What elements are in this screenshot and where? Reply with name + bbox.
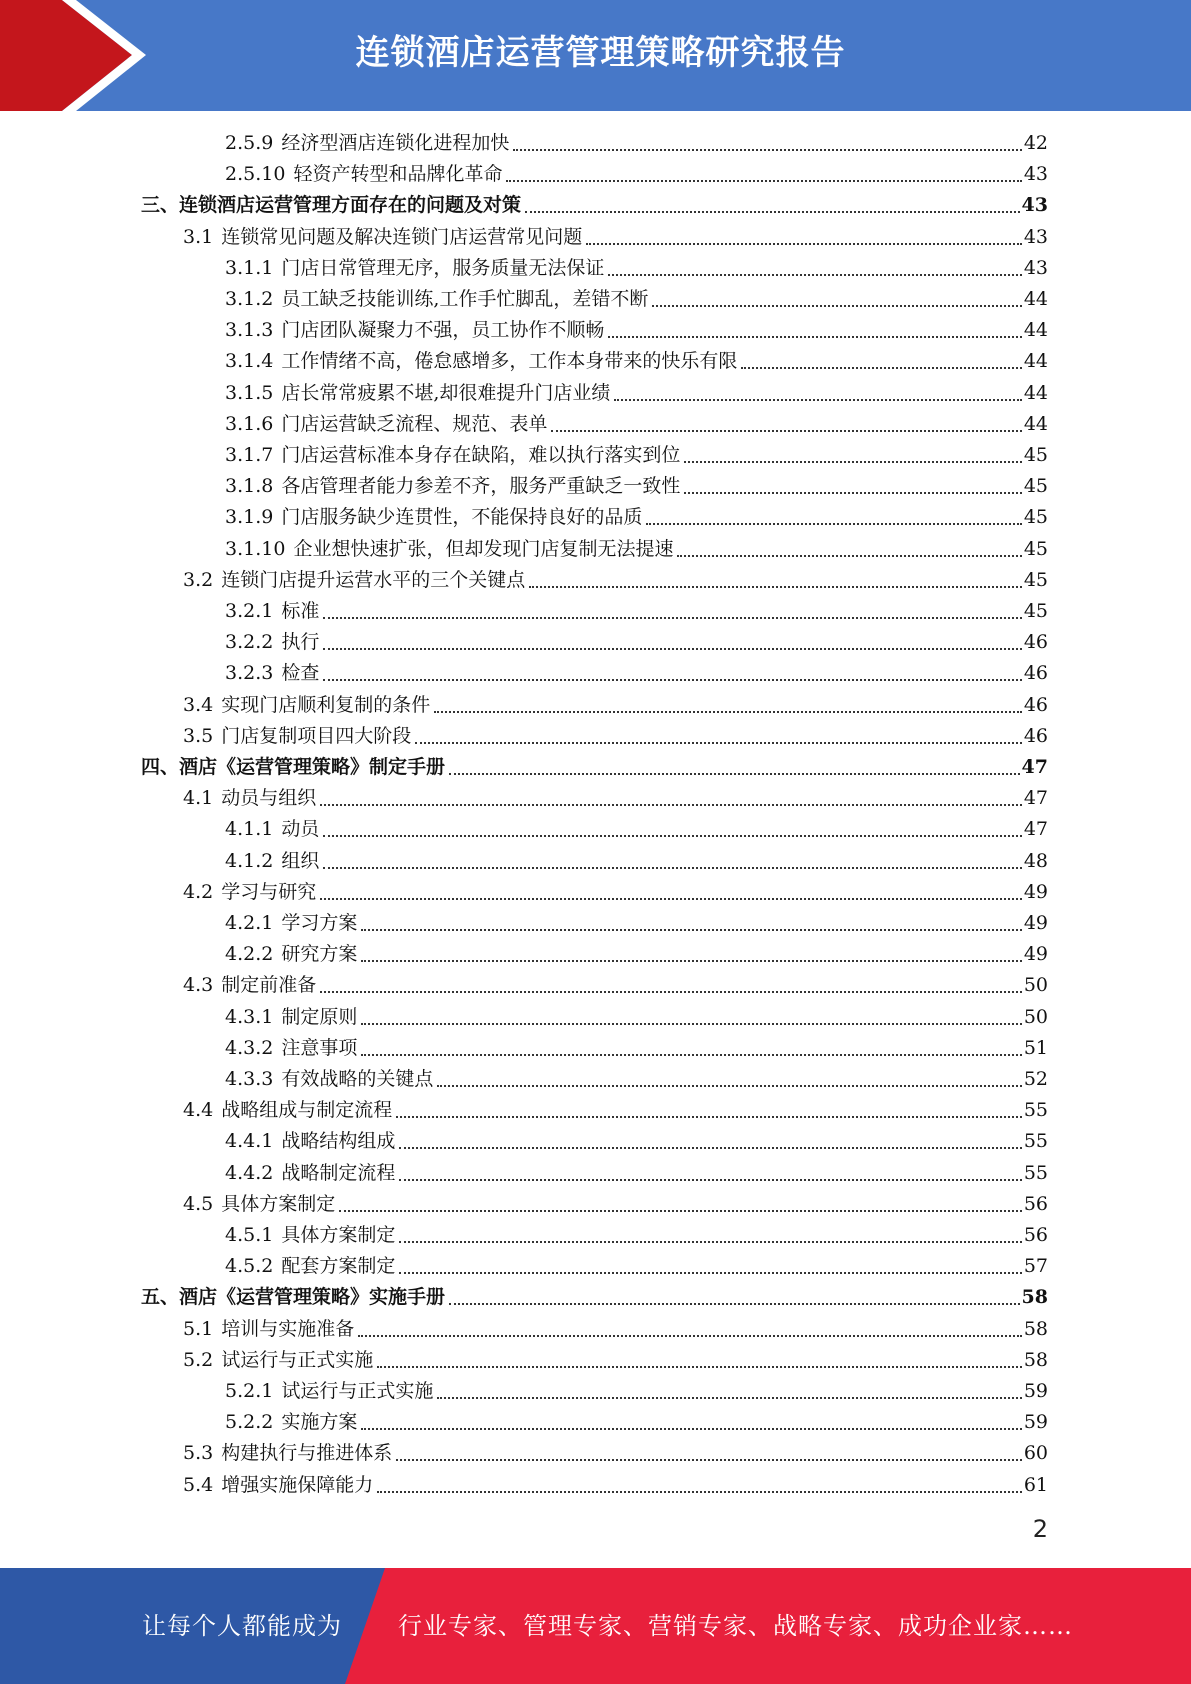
toc-entry[interactable]	[225, 471, 1048, 502]
toc-entry-page: 44	[1023, 350, 1048, 373]
toc-entry[interactable]	[225, 1033, 1048, 1064]
toc-entry[interactable]	[225, 1064, 1048, 1095]
toc-entry[interactable]	[225, 1407, 1048, 1438]
toc-entry-title: 组织	[281, 849, 320, 872]
toc-entry-page: 45	[1023, 537, 1048, 560]
toc-entry[interactable]	[183, 1438, 1048, 1469]
toc-entry[interactable]	[183, 877, 1048, 908]
toc-entry-number: 3.5	[183, 724, 214, 747]
toc-entry-title: 制定前准备	[221, 974, 317, 997]
toc-entry-title: 配套方案制定	[281, 1255, 396, 1278]
toc-entry[interactable]	[225, 908, 1048, 939]
toc-entry-title: 轻资产转型和品牌化革命	[293, 163, 503, 186]
footer-slogan-right: 行业专家、管理专家、营销专家、战略专家、成功企业家……	[398, 1612, 1073, 1640]
page-number: 2	[1032, 1515, 1048, 1543]
toc-entry-number: 5.4	[183, 1473, 214, 1496]
toc-entry-title: 门店复制项目四大阶段	[221, 724, 412, 747]
toc-entry-title: 培训与实施准备	[221, 1317, 355, 1340]
toc-entry-title: 员工缺乏技能训练,工作手忙脚乱，差错不断	[281, 288, 649, 310]
toc-dot-leader	[586, 242, 1022, 245]
toc-dot-leader	[399, 1146, 1021, 1149]
toc-dot-leader	[399, 1271, 1021, 1274]
toc-entry-page: 49	[1023, 943, 1048, 966]
toc-entry-title: 工作情绪不高，倦怠感增多，工作本身带来的快乐有限	[281, 350, 738, 373]
toc-entry-page: 44	[1023, 412, 1048, 435]
toc-dot-leader	[513, 148, 1021, 151]
toc-entry-title: 制定原则	[281, 1005, 358, 1028]
toc-entry-title: 连锁门店提升运营水平的三个关键点	[221, 568, 526, 591]
toc-entry-number: 5.2	[183, 1348, 214, 1371]
toc-entry-number: 4.3.3	[225, 1068, 274, 1090]
page-footer	[0, 1568, 1191, 1684]
toc-dot-leader	[449, 1302, 1020, 1305]
toc-entry-number: 3.2.3	[225, 662, 274, 685]
toc-entry-title: 门店团队凝聚力不强，员工协作不顺畅	[281, 319, 605, 342]
toc-dot-leader	[608, 335, 1021, 338]
toc-entry[interactable]	[141, 752, 1048, 783]
toc-entry-number: 4.1	[183, 787, 214, 810]
toc-dot-leader	[358, 1334, 1022, 1337]
toc-entry-number: 3.4	[183, 693, 214, 716]
toc-dot-leader	[652, 304, 1021, 307]
toc-dot-leader	[320, 803, 1022, 806]
toc-entry-number: 4.3.1	[225, 1005, 274, 1028]
footer-slogan-left: 让每个人都能成为	[142, 1612, 342, 1640]
toc-entry[interactable]	[225, 1002, 1048, 1033]
toc-entry-title: 研究方案	[281, 943, 358, 966]
toc-entry-title: 战略制定流程	[281, 1161, 396, 1184]
toc-entry[interactable]	[183, 721, 1048, 752]
toc-dot-leader	[399, 1240, 1021, 1243]
toc-entry-page: 59	[1023, 1411, 1048, 1434]
toc-entry-page: 51	[1023, 1036, 1048, 1059]
toc-entry-page: 50	[1023, 1005, 1048, 1028]
toc-entry-number: 5.2.1	[225, 1380, 274, 1402]
toc-entry-title: 具体方案制定	[221, 1192, 336, 1215]
toc-entry-number: 4.5.2	[225, 1255, 274, 1278]
toc-entry-title: 试运行与正式实施	[281, 1380, 434, 1402]
toc-entry-number: 3.1	[183, 225, 214, 248]
toc-entry[interactable]	[225, 658, 1048, 689]
toc-entry-title: 连锁常见问题及解决连锁门店运营常见问题	[221, 225, 583, 248]
toc-entry[interactable]	[225, 627, 1048, 658]
toc-dot-leader	[320, 990, 1022, 993]
toc-entry-number: 5.2.2	[225, 1411, 274, 1434]
toc-entry-title: 门店服务缺少连贯性，不能保持良好的品质	[281, 506, 643, 529]
toc-entry-number: 4.4	[183, 1099, 214, 1122]
toc-dot-leader	[361, 928, 1021, 931]
toc-entry-number: 3.2	[183, 568, 214, 591]
toc-entry-title: 五、酒店《运营管理策略》实施手册	[141, 1286, 446, 1309]
toc-entry-page: 59	[1023, 1380, 1048, 1402]
toc-entry-page: 47	[1021, 756, 1048, 778]
toc-entry-title: 企业想快速扩张，但却发现门店复制无法提速	[293, 537, 674, 560]
toc-entry[interactable]	[225, 409, 1048, 440]
toc-dot-leader	[323, 616, 1021, 619]
toc-entry-number: 4.3	[183, 974, 214, 997]
toc-entry[interactable]	[183, 222, 1048, 253]
toc-entry[interactable]	[183, 1095, 1048, 1126]
toc-entry[interactable]	[225, 534, 1048, 565]
toc-entry-title: 增强实施保障能力	[221, 1473, 374, 1496]
toc-entry-title: 学习与研究	[221, 880, 317, 903]
toc-entry-page: 47	[1023, 818, 1048, 841]
toc-entry-page: 55	[1023, 1099, 1048, 1122]
toc-entry-page: 55	[1023, 1161, 1048, 1184]
toc-entry-title: 构建执行与推进体系	[221, 1442, 393, 1465]
toc-entry-number: 4.2.1	[225, 912, 274, 934]
toc-entry-title: 有效战略的关键点	[281, 1068, 434, 1090]
toc-entry-page: 50	[1023, 974, 1048, 997]
toc-entry-title: 检查	[281, 662, 320, 685]
toc-dot-leader	[396, 1458, 1022, 1461]
toc-entry-number: 4.5	[183, 1192, 214, 1215]
toc-entry-page: 56	[1023, 1192, 1048, 1215]
toc-dot-leader	[323, 647, 1021, 650]
toc-entry-number: 4.1.1	[225, 818, 274, 841]
toc-entry[interactable]	[225, 440, 1048, 471]
toc-dot-leader	[437, 1396, 1021, 1399]
toc-entry[interactable]	[225, 814, 1048, 845]
toc-entry-number: 4.2	[183, 880, 214, 903]
toc-entry-page: 45	[1023, 568, 1048, 591]
toc-dot-leader	[339, 1209, 1022, 1212]
toc-entry[interactable]	[183, 970, 1048, 1001]
toc-entry-page: 43	[1023, 225, 1048, 248]
toc-entry-number: 3.1.2	[225, 288, 274, 310]
toc-dot-leader	[434, 710, 1022, 713]
toc-entry-number: 4.2.2	[225, 943, 274, 966]
toc-entry[interactable]	[183, 690, 1048, 721]
toc-entry-title: 实现门店顺利复制的条件	[221, 693, 431, 716]
toc-dot-leader	[614, 398, 1021, 401]
toc-entry-number: 2.5.10	[225, 163, 286, 186]
toc-entry-page: 49	[1023, 880, 1048, 903]
toc-entry-number: 3.1.10	[225, 537, 286, 560]
toc-dot-leader	[525, 210, 1020, 213]
toc-entry-page: 58	[1021, 1286, 1048, 1309]
toc-entry-page: 57	[1023, 1255, 1048, 1278]
toc-dot-leader	[684, 491, 1021, 494]
toc-entry-page: 46	[1023, 693, 1048, 716]
toc-dot-leader	[415, 741, 1022, 744]
toc-entry-page: 45	[1023, 600, 1048, 622]
toc-entry-title: 动员	[281, 818, 320, 841]
toc-entry-number: 3.1.6	[225, 412, 274, 435]
toc-entry-number: 3.2.2	[225, 631, 274, 654]
toc-entry[interactable]	[225, 315, 1048, 346]
toc-entry-title: 店长常常疲累不堪,却很难提升门店业绩	[281, 381, 611, 404]
toc-entry-page: 45	[1023, 475, 1048, 498]
toc-entry-number: 5.3	[183, 1442, 214, 1465]
toc-entry-number: 3.1.8	[225, 475, 274, 498]
toc-entry-title: 门店运营标准本身存在缺陷，难以执行落实到位	[281, 444, 681, 466]
toc-entry-number: 3.1.5	[225, 381, 274, 404]
toc-entry[interactable]	[183, 783, 1048, 814]
toc-entry-number: 4.4.1	[225, 1130, 274, 1153]
toc-entry-title: 战略结构组成	[281, 1130, 396, 1153]
toc-entry[interactable]	[225, 159, 1048, 190]
toc-entry-page: 46	[1023, 662, 1048, 685]
toc-entry-title: 注意事项	[281, 1036, 358, 1059]
toc-entry[interactable]	[225, 346, 1048, 377]
toc-entry-title: 实施方案	[281, 1411, 358, 1434]
toc-entry-title: 执行	[281, 631, 320, 654]
toc-dot-leader	[361, 959, 1021, 962]
toc-entry-page: 46	[1023, 631, 1048, 654]
toc-entry-number: 4.5.1	[225, 1224, 274, 1246]
toc-entry[interactable]	[141, 1282, 1048, 1313]
toc-entry-number: 2.5.9	[225, 132, 274, 154]
toc-entry-page: 44	[1023, 288, 1048, 310]
toc-entry-page: 58	[1023, 1348, 1048, 1371]
page-header	[0, 0, 1191, 111]
toc-dot-leader	[677, 554, 1021, 557]
toc-entry[interactable]	[225, 378, 1048, 409]
toc-dot-leader	[506, 179, 1021, 182]
toc-entry-title: 标准	[281, 600, 320, 622]
toc-entry[interactable]	[225, 939, 1048, 970]
toc-entry-title: 动员与组织	[221, 787, 317, 810]
toc-entry[interactable]	[225, 1220, 1048, 1251]
toc-dot-leader	[608, 273, 1021, 276]
toc-entry-page: 43	[1023, 163, 1048, 186]
toc-entry-page: 45	[1023, 506, 1048, 529]
toc-dot-leader	[377, 1490, 1022, 1493]
toc-entry-number: 3.1.4	[225, 350, 274, 373]
toc-entry-page: 47	[1023, 787, 1048, 810]
toc-entry[interactable]	[183, 1189, 1048, 1220]
toc-entry-page: 48	[1023, 849, 1048, 872]
toc-dot-leader	[449, 772, 1020, 775]
toc-entry[interactable]	[225, 846, 1048, 877]
toc-entry[interactable]	[183, 1345, 1048, 1376]
toc-entry-page: 58	[1023, 1317, 1048, 1340]
toc-entry[interactable]	[225, 284, 1048, 315]
toc-entry-page: 45	[1023, 444, 1048, 466]
toc-dot-leader	[684, 460, 1021, 463]
toc-entry-number: 4.3.2	[225, 1036, 274, 1059]
toc-entry-page: 42	[1023, 132, 1048, 154]
toc-entry[interactable]	[225, 1251, 1048, 1282]
toc-dot-leader	[323, 678, 1021, 681]
toc-entry-title: 四、酒店《运营管理策略》制定手册	[141, 756, 446, 778]
toc-entry-title: 战略组成与制定流程	[221, 1099, 393, 1122]
toc-entry-page: 55	[1023, 1130, 1048, 1153]
toc-entry[interactable]	[225, 1376, 1048, 1407]
toc-dot-leader	[323, 834, 1021, 837]
toc-entry-title: 经济型酒店连锁化进程加快	[281, 132, 510, 154]
toc-entry-number: 3.1.1	[225, 256, 274, 279]
toc-entry-title: 门店日常管理无序，服务质量无法保证	[281, 256, 605, 279]
toc-entry[interactable]	[225, 596, 1048, 627]
toc-dot-leader	[320, 897, 1022, 900]
toc-entry-page: 43	[1021, 194, 1048, 217]
toc-entry-title: 三、连锁酒店运营管理方面存在的问题及对策	[141, 194, 522, 217]
toc-entry-number: 5.1	[183, 1317, 214, 1340]
toc-dot-leader	[396, 1115, 1022, 1118]
toc-dot-leader	[377, 1365, 1022, 1368]
report-title: 连锁酒店运营管理策略研究报告	[355, 33, 846, 73]
toc-entry[interactable]	[183, 1314, 1048, 1345]
toc-entry-number: 3.1.3	[225, 319, 274, 342]
toc-entry[interactable]	[225, 128, 1048, 159]
toc-entry[interactable]	[225, 253, 1048, 284]
toc-entry-number: 3.2.1	[225, 600, 274, 622]
toc-entry-title: 门店运营缺乏流程、规范、表单	[281, 412, 548, 435]
toc-dot-leader	[361, 1022, 1021, 1025]
toc-dot-leader	[741, 366, 1021, 369]
toc-entry[interactable]	[225, 1126, 1048, 1157]
toc-entry-page: 49	[1023, 912, 1048, 934]
toc-entry[interactable]	[225, 1158, 1048, 1189]
toc-entry-page: 56	[1023, 1224, 1048, 1246]
toc-entry-page: 43	[1023, 256, 1048, 279]
toc-entry-page: 44	[1023, 381, 1048, 404]
toc-entry[interactable]	[183, 565, 1048, 596]
toc-dot-leader	[361, 1053, 1021, 1056]
toc-dot-leader	[646, 522, 1021, 525]
toc-dot-leader	[399, 1178, 1021, 1181]
toc-entry-number: 3.1.9	[225, 506, 274, 529]
toc-dot-leader	[361, 1427, 1021, 1430]
toc-dot-leader	[323, 866, 1021, 869]
toc-entry-title: 试运行与正式实施	[221, 1348, 374, 1371]
toc-dot-leader	[529, 585, 1022, 588]
toc-entry[interactable]	[183, 1470, 1048, 1501]
toc-entry-page: 61	[1023, 1473, 1048, 1496]
toc-entry-number: 4.1.2	[225, 849, 274, 872]
toc-entry-page: 60	[1023, 1442, 1048, 1465]
toc-entry-number: 4.4.2	[225, 1161, 274, 1184]
toc-entry-title: 各店管理者能力参差不齐，服务严重缺乏一致性	[281, 475, 681, 498]
toc-entry-number: 3.1.7	[225, 444, 274, 466]
toc-entry[interactable]	[141, 190, 1048, 221]
toc-entry-page: 46	[1023, 724, 1048, 747]
toc-entry-title: 具体方案制定	[281, 1224, 396, 1246]
toc-entry-page: 44	[1023, 319, 1048, 342]
toc-entry-title: 学习方案	[281, 912, 358, 934]
toc-dot-leader	[551, 429, 1021, 432]
toc-dot-leader	[437, 1084, 1021, 1087]
toc-entry[interactable]	[225, 502, 1048, 533]
toc-entry-page: 52	[1023, 1068, 1048, 1090]
